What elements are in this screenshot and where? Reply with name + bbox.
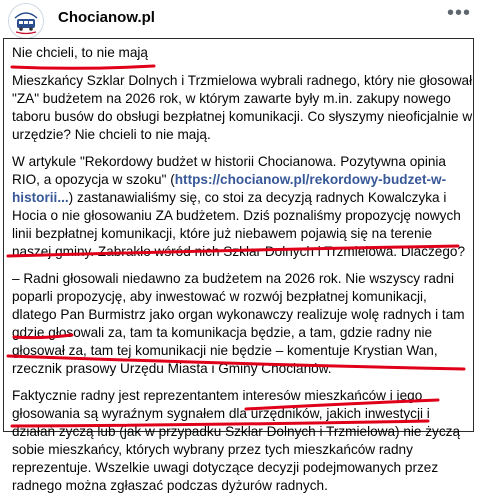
page-name[interactable]: Chocianow.pl bbox=[58, 9, 155, 26]
post-paragraph-4: Faktycznie radny jest reprezentantem interesów mieszkańców i jego głosowania są wyraźnym sygnałem dla urzędników, jakich inwestycji i działań życzą lub (jak w przypadku Szklar Dolnych i Trzmielowa) nie życzą sobie mieszkańcy, których wybrany przez tych mieszkańców radny reprezentuje. Wszelkie uwagi dotyczące decyzji podejmowanych przez radnego można zgłaszać podczas dyżurów radnych. bbox=[12, 388, 461, 493]
post-title: Nie chcieli, to nie mają bbox=[12, 45, 148, 60]
bus-logo-icon bbox=[9, 4, 43, 38]
paragraph-2-text-after: ) zastanawialiśmy się, co stoi za decyzją radnych Kowalczyka i Hocia o nie głosowaniu ZA budżetem. Dziś poznaliśmy propozycję nowych linii bezpłatnej komunikacji, które już niebawem pojawią się na terenie naszej gminy. Zabrakło wśród nich Szklar Dolnych i Trzmielowa. Dlaczego? bbox=[12, 190, 466, 259]
post-header bbox=[0, 0, 478, 40]
article-link[interactable]: https://chocianow.pl/rekordowy-budzet-w-historii... bbox=[12, 172, 447, 205]
post-body bbox=[12, 44, 474, 504]
more-options-icon[interactable]: ••• bbox=[446, 2, 471, 24]
post-paragraph-2 bbox=[12, 153, 474, 261]
post-paragraph-3: – Radni głosowali niedawno za budżetem na 2026 rok. Nie wszyscy radni poparli propozycję, aby inwestować w rozwój bezpłatnej komunikacji, dlatego Pan Burmistrz jako organ wykonawczy realizuje wolę radnych i tam gdzie głosowali za, tam ta komunikacja będzie, a tam, gdzie radny nie głosował za, tam tej komunikacji nie będzie – komentuje Krystian Wan, rzecznik prasowy Urzędu Miasta i Gminy Chocianów. bbox=[12, 271, 465, 376]
paragraph-2-text-before: W artykule "Rekordowy budżet w historii Chocianowa. Pozytywna opinia RIO, a opozycja w szoku" ( bbox=[12, 154, 446, 187]
page-avatar[interactable] bbox=[8, 3, 44, 39]
post-paragraph-1: Mieszkańcy Szklar Dolnych i Trzmielowa wybrali radnego, który nie głosował "ZA" budżetem na 2026 rok, w którym zawarte były m.in. zakupy nowego taboru busów do obsługi bezpłatnej komunikacji. Co słyszymy nieoficjalnie w urzędzie? Nie chcieli to nie mają. bbox=[12, 73, 473, 142]
